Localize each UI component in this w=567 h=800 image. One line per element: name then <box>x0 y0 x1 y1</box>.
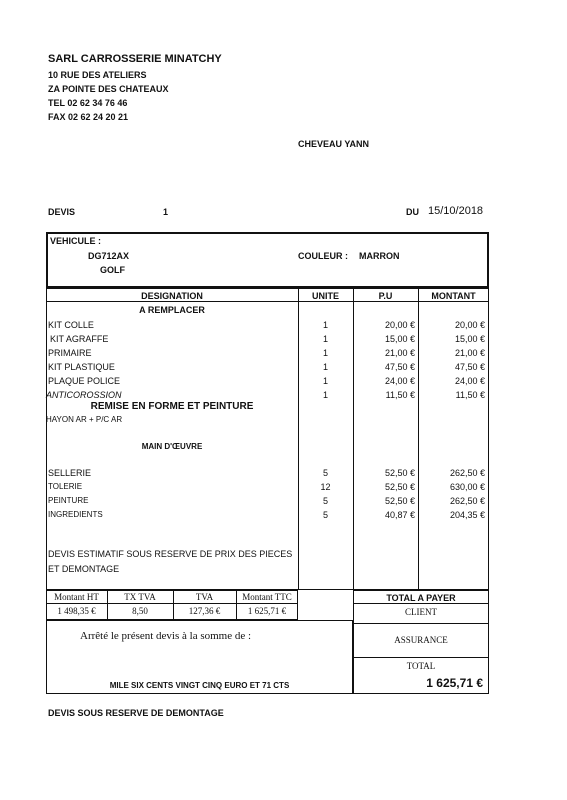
row-pu: 20,00 € <box>384 320 415 330</box>
amount-in-words: MILE SIX CENTS VINGT CINQ EURO ET 71 CTS <box>109 681 290 690</box>
row-montant: 21,00 € <box>454 348 485 358</box>
vehicle-plate: DG712AX <box>88 251 130 261</box>
row-designation: KIT AGRAFFE <box>50 334 109 344</box>
row-montant: 262,50 € <box>449 496 485 506</box>
row-unite: 1 <box>322 348 328 358</box>
client-label: CLIENT <box>405 607 437 617</box>
row-pu: 52,50 € <box>384 482 415 492</box>
devis-date-label: DU <box>406 207 419 217</box>
section-remise-en-forme: REMISE EN FORME ET PEINTURE <box>90 401 254 412</box>
row-designation: INGREDIENTS <box>48 510 103 519</box>
company-name: SARL CARROSSERIE MINATCHY <box>48 53 222 65</box>
section-a-remplacer: A REMPLACER <box>139 305 205 315</box>
row-montant: 15,00 € <box>454 334 485 344</box>
row-pu: 52,50 € <box>384 496 415 506</box>
devis-number: 1 <box>163 207 169 217</box>
assurance-label: ASSURANCE <box>394 635 448 645</box>
row-unite: 5 <box>322 468 328 478</box>
row-montant: 262,50 € <box>449 468 485 478</box>
tax-summary-divider <box>46 603 298 604</box>
row-unite: 1 <box>322 320 328 330</box>
row-designation: PEINTURE <box>48 496 89 505</box>
row-unite: 1 <box>322 334 328 344</box>
row-pu: 52,50 € <box>384 468 415 478</box>
row-designation: ANTICOROSSION <box>46 390 122 400</box>
hayon-note: HAYON AR + P/C AR <box>46 415 123 424</box>
row-montant: 24,00 € <box>454 376 485 386</box>
row-montant: 11,50 € <box>455 390 485 400</box>
estimate-note-line1: DEVIS ESTIMATIF SOUS RESERVE DE PRIX DES PIECES <box>48 549 293 559</box>
montant-ttc-label: Montant TTC <box>242 592 292 602</box>
tva-label: TVA <box>195 592 214 602</box>
row-unite: 1 <box>322 390 328 400</box>
row-unite: 12 <box>320 482 331 492</box>
row-designation: SELLERIE <box>48 468 92 478</box>
payment-divider <box>353 657 489 658</box>
row-unite: 5 <box>322 510 328 520</box>
section-main-oeuvre: MAIN D'ŒUVRE <box>141 442 203 451</box>
company-address-line2: ZA POINTE DES CHATEAUX <box>48 84 169 94</box>
header-montant: MONTANT <box>431 291 476 301</box>
row-designation: PLAQUE POLICE <box>48 376 121 386</box>
row-pu: 21,00 € <box>384 348 415 358</box>
total-value: 1 625,71 € <box>426 676 483 690</box>
footer-note: DEVIS SOUS RESERVE DE DEMONTAGE <box>48 708 224 718</box>
row-designation: TOLERIE <box>48 482 83 491</box>
vehicle-color: MARRON <box>359 251 400 261</box>
row-designation: KIT PLASTIQUE <box>48 362 115 372</box>
arrete-text: Arrêté le présent devis à la somme de : <box>80 630 252 642</box>
row-montant: 47,50 € <box>454 362 485 372</box>
company-address-line1: 10 RUE DES ATELIERS <box>48 70 147 80</box>
row-pu: 15,00 € <box>384 334 415 344</box>
row-pu: 47,50 € <box>384 362 415 372</box>
montant-ttc-value: 1 625,71 € <box>247 606 287 616</box>
table-header-divider <box>46 301 489 302</box>
company-fax: FAX 02 62 24 20 21 <box>48 112 129 122</box>
devis-date: 15/10/2018 <box>428 205 484 217</box>
vehicle-label: VEHICULE : <box>50 236 102 246</box>
montant-ht-label: Montant HT <box>54 592 99 602</box>
couleur-label: COULEUR : <box>298 251 348 261</box>
total-a-payer-label: TOTAL A PAYER <box>386 593 456 603</box>
row-unite: 1 <box>322 376 328 386</box>
row-unite: 5 <box>322 496 328 506</box>
tx-tva-label: TX TVA <box>124 592 156 602</box>
row-pu: 24,00 € <box>384 376 415 386</box>
row-montant: 630,00 € <box>449 482 485 492</box>
company-phone: TEL 02 62 34 76 46 <box>48 98 128 108</box>
devis-label: DEVIS <box>48 207 76 217</box>
row-unite: 1 <box>322 362 328 372</box>
row-designation: PRIMAIRE <box>48 348 92 358</box>
header-designation: DESIGNATION <box>141 291 203 301</box>
header-pu: P.U <box>378 291 393 301</box>
montant-ht-value: 1 498,35 € <box>57 606 96 616</box>
row-montant: 204,35 € <box>449 510 485 520</box>
tx-tva-value: 8,50 <box>132 606 148 616</box>
row-designation: KIT COLLE <box>48 320 94 330</box>
client-name: CHEVEAU YANN <box>298 139 370 149</box>
row-pu: 11,50 € <box>385 390 415 400</box>
row-montant: 20,00 € <box>454 320 485 330</box>
estimate-note-line2: ET DEMONTAGE <box>48 564 120 574</box>
tva-value: 127,36 € <box>188 606 221 616</box>
header-unite: UNITE <box>312 291 339 301</box>
total-label: TOTAL <box>406 661 436 671</box>
vehicle-model: GOLF <box>100 265 125 275</box>
payment-divider <box>353 603 489 604</box>
payment-divider <box>353 623 489 624</box>
row-pu: 40,87 € <box>384 510 415 520</box>
